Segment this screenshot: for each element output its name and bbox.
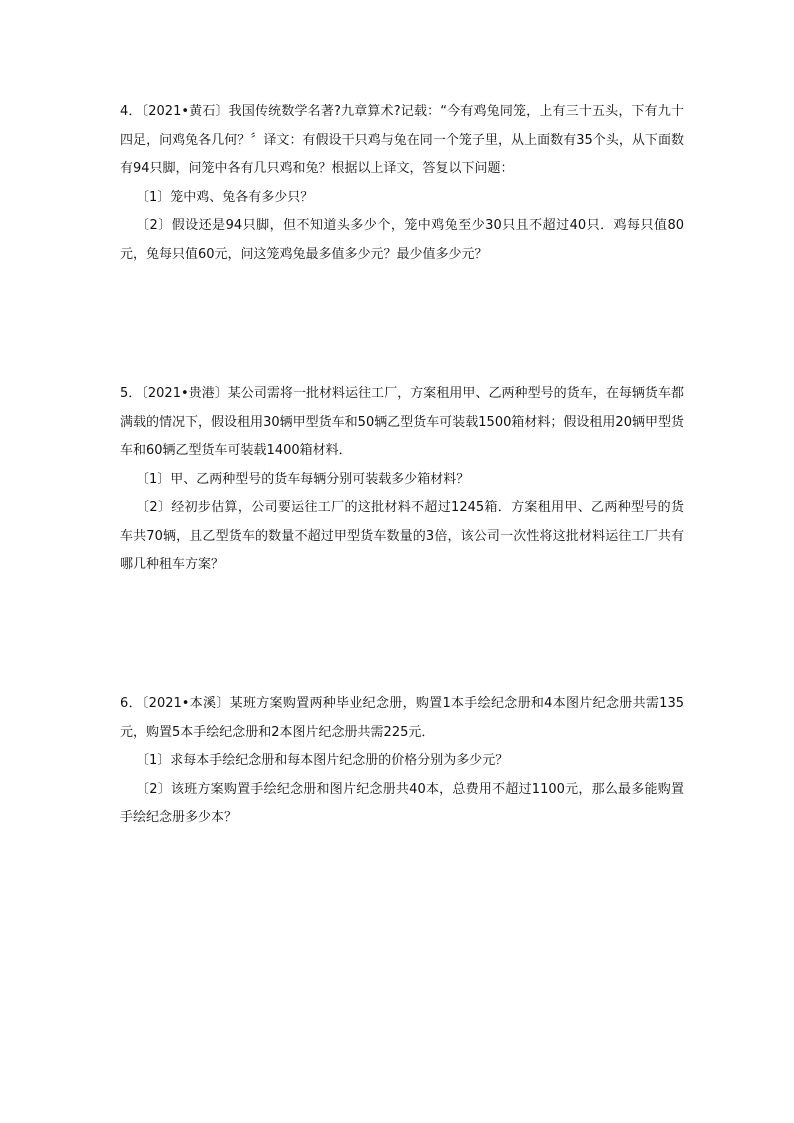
problem-5-question-1: 〔1〕甲、乙两种型号的货车每辆分别可装载多少箱材料？ [136,471,470,487]
problem-5-statement: 5．〔2021•贵港〕某公司需将一批材料运往工厂，方案租用甲、乙两种型号的货车，在每辆货车都满载的情况下，假设租用30辆甲型货车和50辆乙型货车可装载1500箱材料；假设租用20辆甲型货车和60辆乙型货车可装载1400箱材料． [120,386,684,458]
problem-4-question-2: 〔2〕假设还是94只脚，但不知道头多少个，笼中鸡兔至少30只且不超过40只．鸡每只值80元，兔每只值60元，问这笼鸡兔最多值多少元？最少值多少元？ [120,218,684,262]
problem-4-question-1: 〔1〕笼中鸡、兔各有多少只？ [136,189,314,205]
problem-5 [120,380,684,580]
problem-6 [120,690,684,833]
problem-5-question-2: 〔2〕经初步估算，公司要运往工厂的这批材料不超过1245箱．方案租用甲、乙两种型号的货车共70辆，且乙型货车的数量不超过甲型货车数量的3倍，该公司一次性将这批材料运往工厂共有哪几种租车方案？ [120,500,684,572]
problem-6-question-1: 〔1〕求每本手绘纪念册和每本图片纪念册的价格分别为多少元？ [136,753,509,768]
problem-4-statement: 4．〔2021•黄石〕我国传统数学名著?九章算术?记载：“今有鸡兔同笼，上有三十五头，下有九十四足，问鸡兔各几何？〞译文：有假设干只鸡与兔在同一个笼子里，从上面数有35个头，从下面数有94只脚，问笼中各有几只鸡和兔？根据以上译文，答复以下问题： [120,104,684,176]
problem-6-question-2: 〔2〕该班方案购置手绘纪念册和图片纪念册共40本，总费用不超过1100元，那么最多能购置手绘纪念册多少本？ [120,781,684,825]
problem-4 [120,98,684,269]
problem-6-statement: 6．〔2021•本溪〕某班方案购置两种毕业纪念册，购置1本手绘纪念册和4本图片纪念册共需135元，购置5本手绘纪念册和2本图片纪念册共需225元． [120,696,684,740]
